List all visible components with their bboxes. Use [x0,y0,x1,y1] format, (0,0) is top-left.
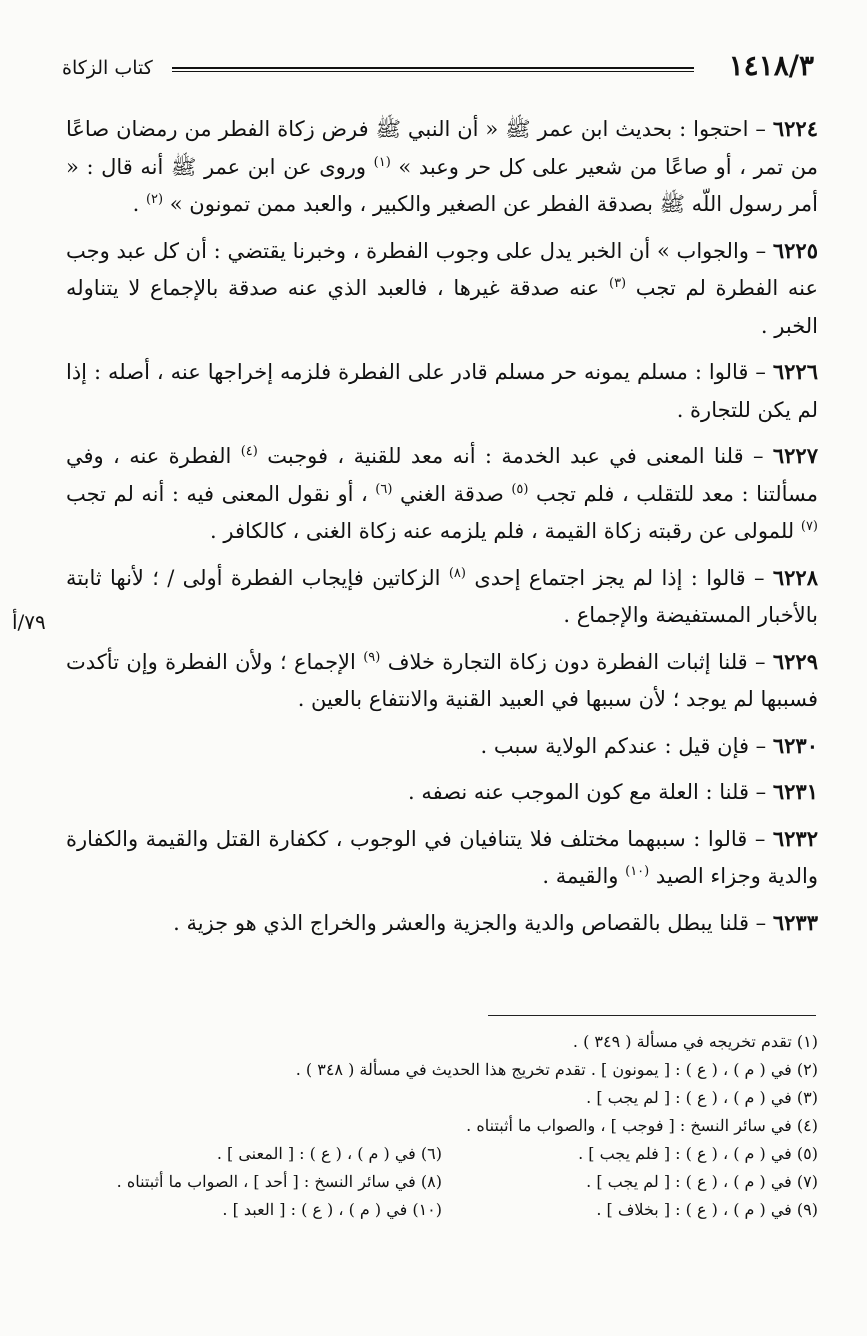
paragraph-text: وروى عن ابن عمر ﷺ أنه قال : « أمر رسول اللّه ﷺ بصدقة الفطر عن الصغير والكبير ، والعبد ممن تمونون » [66,154,818,216]
paragraph-6232 [66,820,818,896]
margin-folio-note: ٧٩/أ [12,610,46,634]
paragraph-6233 [66,904,818,943]
paragraph-text: ، أو نقول المعنى فيه : أنه لم تجب [66,481,376,506]
footnote-ref: (٣) [608,276,627,291]
paragraph-text: – قلنا المعنى في عبد الخدمة : أنه معد للقنية ، فوجبت [267,444,764,468]
footnote: (٤) في سائر النسخ : [ فوجب ] ، والصواب ما أثبتناه . [466,1116,818,1135]
book-title: كتاب الزكاة [62,57,153,79]
paragraph-text: – قلنا : العلة مع كون الموجب عنه نصفه . [407,780,767,804]
paragraph-6227 [66,437,818,551]
paragraph-6231 [66,773,818,812]
footnote-ref: (٤) [240,444,258,459]
paragraph-number: ٦٢٢٦ [772,359,818,384]
page-number: ١٤١٨/٣ [728,49,814,82]
footnote-ref: (٢) [145,192,164,207]
paragraph-text: الإجماع ؛ ولأن الفطرة وإن تأكدت فسببها لم يوجد ؛ لأن سببها في العبيد القنية والانتفاع بالعين . [66,649,818,711]
footnote-row [66,1140,818,1168]
paragraph-number: ٦٢٣١ [772,779,818,804]
paragraph-number: ٦٢٣٢ [772,825,818,851]
footnote: (٥) في ( م ) ، ( ع ) : [ فلم يجب ] . [578,1144,818,1163]
paragraph-number: ٦٢٣٠ [772,732,818,758]
footnote-ref: (٨) [448,565,466,581]
paragraph-text: – فإن قيل : عندكم الولاية سبب . [480,733,767,758]
footnote: (٦) في ( م ) ، ( ع ) : [ المعنى ] . [216,1144,442,1163]
paragraph-6226 [66,353,818,429]
paragraph-text: والقيمة . [542,864,626,888]
paragraph-number: ٦٢٣٣ [772,909,818,935]
footnote-ref: (١٠) [625,864,650,879]
paragraph-6225 [66,232,818,346]
footnote: (٢) في ( م ) ، ( ع ) : [ يمونون ] . تقدم تخريج هذا الحديث في مسألة ( ٣٤٨ ) . [295,1060,818,1079]
paragraph-text: – احتجوا : بحديث ابن عمر ﷺ « أن النبي ﷺ فرض زكاة الفطر من رمضان صاعًا من تمر ، أو صاعًا من شعير على كل حر وعبد » [66,117,818,179]
paragraph-text: – قالوا : مسلم يمونه حر مسلم قادر على الفطرة فلزمه إخراجها عنه ، أصله : إذا لم يكن للتجارة . [66,360,818,422]
paragraph-6224 [66,110,818,224]
paragraph-text: – قلنا إثبات الفطرة دون زكاة التجارة خلاف [387,649,766,674]
paragraph-text: الزكاتين فإيجاب الفطرة أولى / ؛ لأنها ثابتة بالأخبار المستفيضة والإجماع . [66,565,818,627]
paragraph-text: الفطرة عنه ، وفي مسألتنا : معد للتقلب ، فلم تجب [66,444,818,506]
footnote-ref: (٩) [363,649,381,665]
paragraph-number: ٦٢٢٥ [772,237,818,263]
paragraph-text: – والجواب » أن الخبر يدل على وجوب الفطرة ، وخبرنا يقتضي : أن كل عبد وجب عنه الفطرة لم تجب [66,238,818,300]
paragraph-text: للمولى عن رقبته زكاة القيمة ، فلم يلزمه عنه زكاة الغنى ، كالكافر . [210,519,801,543]
footnote-ref: (٥) [511,481,529,497]
footnote-ref: (٧) [800,519,818,534]
footnote-ref: (٦) [375,481,393,497]
footnote: (١) تقدم تخريجه في مسألة ( ٣٤٩ ) . [572,1032,818,1051]
paragraph-6229 [66,643,818,719]
paragraph-text: عنه صدقة غيرها ، فالعبد الذي عنه صدقة بالإجماع لا يتناوله الخبر . [66,276,818,338]
paragraph-text: – قالوا : سببهما مختلف فلا يتنافيان في الوجوب ، ككفارة القتل والقيمة والكفارة والدية وجزاء الصيد [66,826,818,888]
paragraph-text: – قلنا يبطل بالقصاص والدية والجزية والعشر والخراج الذي هو جزية . [173,910,767,935]
paragraph-text: – قالوا : إذا لم يجز اجتماع إحدى [474,565,765,590]
paragraph-6230 [66,727,818,766]
footnote-separator [488,1015,816,1016]
paragraph-number: ٦٢٢٧ [772,443,818,468]
footnotes [66,1028,818,1224]
paragraph-number: ٦٢٢٤ [772,116,818,141]
footnote: (٩) في ( م ) ، ( ع ) : [ بخلاف ] . [596,1200,818,1219]
footnote: (٣) في ( م ) ، ( ع ) : [ لم يجب ] . [586,1088,818,1107]
page-header [62,50,814,84]
footnote-ref: (١) [373,154,391,170]
footnote-row [66,1168,818,1196]
paragraph-number: ٦٢٢٨ [772,564,818,590]
footnote: (٧) في ( م ) ، ( ع ) : [ لم يجب ] . [586,1172,818,1191]
paragraph-6228 [66,559,818,635]
paragraph-text: . [132,192,146,216]
footnote-row [66,1196,818,1224]
footnote: (٨) في سائر النسخ : [ أحد ] ، الصواب ما أثبتناه . [116,1172,442,1191]
footnote: (١٠) في ( م ) ، ( ع ) : [ العبد ] . [222,1200,442,1219]
main-text [66,110,818,950]
paragraph-number: ٦٢٢٩ [772,648,818,674]
paragraph-text: صدقة الغني [399,481,512,506]
header-rule [172,67,694,72]
